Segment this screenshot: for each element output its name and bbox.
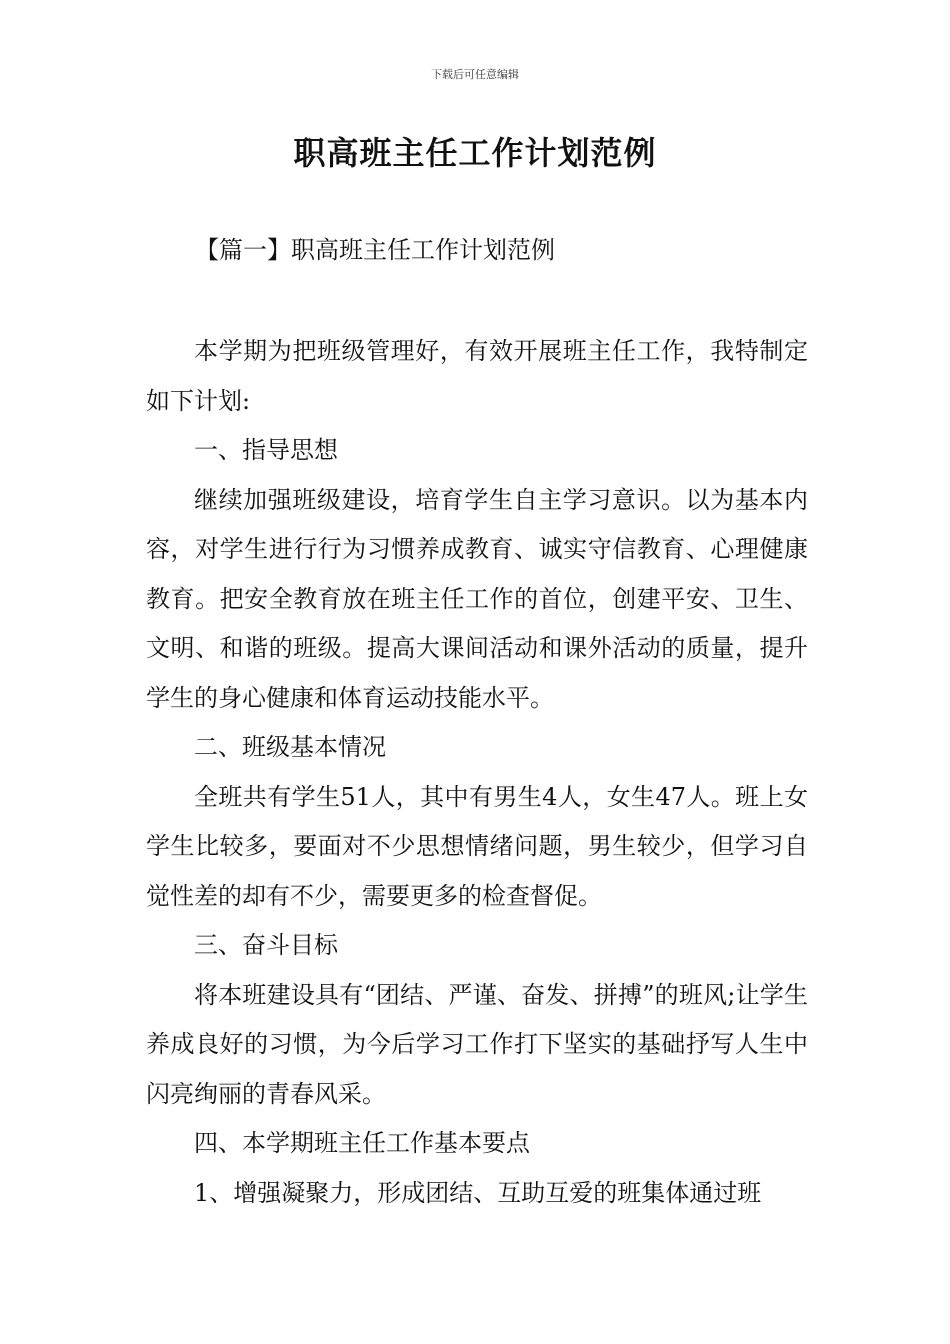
- intro-paragraph: 本学期为把班级管理好，有效开展班主任工作，我特制定如下计划:: [146, 337, 808, 415]
- header-note: 下载后可任意编辑: [431, 68, 519, 81]
- paragraph-class-situation: 全班共有学生51人，其中有男生4人，女生47人。班上女学生比较多，要面对不少思想情绪问题，男生较少，但学习自觉性差的却有不少，需要更多的检查督促。: [146, 782, 808, 910]
- heading-key-points: 四、本学期班主任工作基本要点: [194, 1129, 530, 1157]
- paragraph-goals: 将本班建设具有“团结、严谨、奋发、拼搏”的班风;让学生养成良好的习惯，为今后学习工作打下坚实的基础抒写人生中闪亮绚丽的青春风采。: [146, 980, 808, 1108]
- heading-class-situation: 二、班级基本情况: [194, 733, 386, 761]
- heading-goals: 三、奋斗目标: [194, 931, 338, 959]
- paragraph-key-points: 1、增强凝聚力，形成团结、互助互爱的班集体通过班: [194, 1178, 762, 1207]
- document-title: 职高班主任工作计划范例: [293, 134, 657, 172]
- heading-guiding-idea: 一、指导思想: [194, 436, 338, 464]
- section-title: 【篇一】职高班主任工作计划范例: [195, 236, 555, 264]
- paragraph-guiding-idea: 继续加强班级建设，培育学生自主学习意识。以为基本内容，对学生进行行为习惯养成教育、诚实守信教育、心理健康教育。把安全教育放在班主任工作的首位，创建平安、卫生、文明、和谐的班级。提高大课间活动和课外活动的质量，提升学生的身心健康和体育运动技能水平。: [146, 485, 808, 712]
- document-body: [146, 327, 808, 1218]
